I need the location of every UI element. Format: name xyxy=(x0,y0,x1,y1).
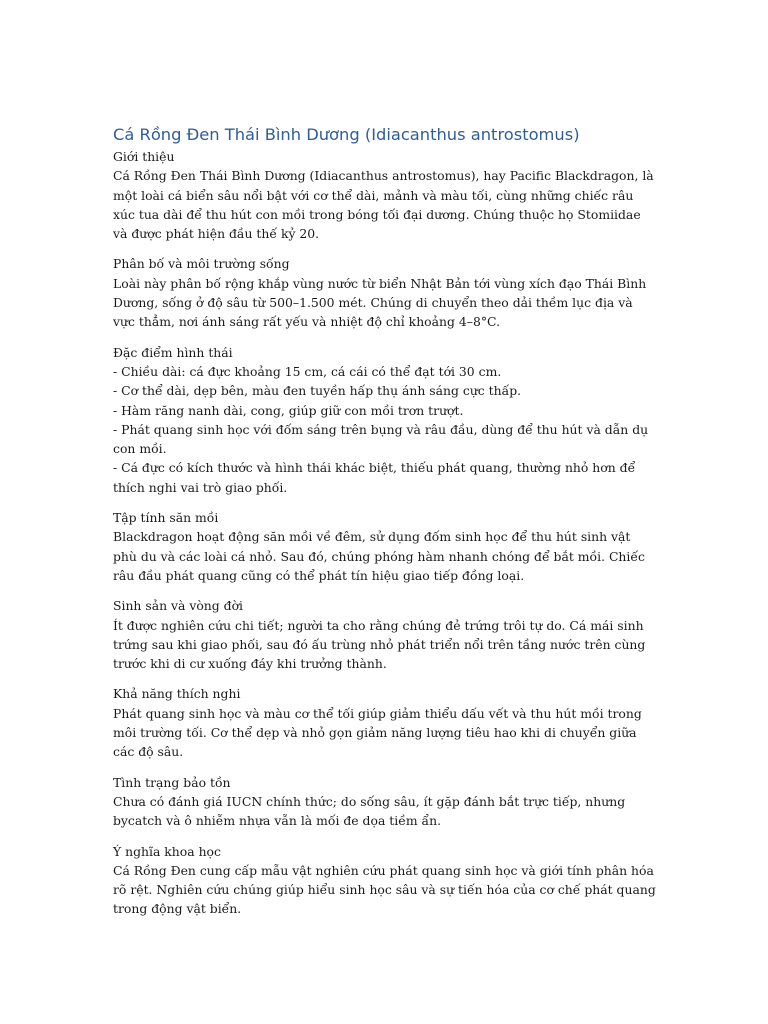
section-reproduction xyxy=(113,596,658,673)
list-item: - Cá đực có kích thước và hình thái khác biệt, thiếu phát quang, thường nhỏ hơn để thích nghi vai trò giao phối. xyxy=(113,460,636,495)
section-scientific-significance xyxy=(113,842,658,919)
list-item: - Phát quang sinh học với đốm sáng trên bụng và râu đầu, dùng để thu hút và dẫn dụ con mồi. xyxy=(113,421,649,457)
section-adaptation xyxy=(113,684,658,761)
section-heading: Đặc điểm hình thái xyxy=(113,344,233,360)
list-item: - Hàm răng nanh dài, cong, giúp giữ con mồi trơn trượt. xyxy=(113,402,464,418)
section-heading: Tập tính săn mồi xyxy=(113,510,219,526)
section-distribution xyxy=(113,254,658,331)
section-body: Phát quang sinh học và màu cơ thể tối giúp giảm thiểu dấu vết và thu hút mồi trong môi trường tối. Cơ thể dẹp và nhỏ gọn giảm năng lượng tiêu hao khi di chuyển giữa các độ sâu. xyxy=(113,705,642,760)
section-body: Chưa có đánh giá IUCN chính thức; do sống sâu, ít gặp đánh bắt trực tiếp, nhưng bycatch và ô nhiễm nhựa vẫn là mối đe dọa tiềm ẩn. xyxy=(113,793,626,829)
section-body: Cá Rồng Đen cung cấp mẫu vật nghiên cứu phát quang sinh học và giới tính phân hóa rõ rệt. Nghiên cứu chúng giúp hiểu sinh học sâu và sự tiến hóa của cơ chế phát quang trong động vật biển. xyxy=(113,862,656,917)
section-body: Cá Rồng Đen Thái Bình Dương (Idiacanthus antrostomus), hay Pacific Blackdragon, là một loài cá biển sâu nổi bật với cơ thể dài, mảnh và màu tối, cùng những chiếc râu xúc tua dài để thu hút con mồi trong bóng tối đại dương. Chúng thuộc họ Stomiidae và được phát hiện đầu thế kỷ 20. xyxy=(113,168,654,242)
list-item: - Cơ thể dài, dẹp bên, màu đen tuyền hấp thụ ánh sáng cực thấp. xyxy=(113,383,522,399)
section-heading: Giới thiệu xyxy=(113,149,175,164)
section-heading: Khả năng thích nghi xyxy=(113,686,241,702)
document-page xyxy=(113,124,658,930)
section-introduction xyxy=(113,147,658,243)
section-heading: Phân bố và môi trường sống xyxy=(113,256,290,272)
section-body: Blackdragon hoạt động săn mồi về đêm, sử dụng đốm sinh học để thu hút sinh vật phù du và các loài cá nhỏ. Sau đó, chúng phóng hàm nhanh chóng để bắt mồi. Chiếc râu đầu phát quang cũng có thể phát tín hiệu giao tiếp đồng loại. xyxy=(113,529,645,583)
section-heading: Tình trạng bảo tồn xyxy=(113,774,231,790)
section-conservation xyxy=(113,773,658,831)
section-body: Ít được nghiên cứu chi tiết; người ta cho rằng chúng đẻ trứng trôi tự do. Cá mái sinh trứng sau khi giao phối, sau đó ấu trùng nhỏ phát triển nổi trên tầng nước trên cùng trước khi di cư xuống đáy khi trưởng thành. xyxy=(113,617,646,672)
list-item: - Chiều dài: cá đực khoảng 15 cm, cá cái có thể đạt tới 30 cm. xyxy=(113,363,502,379)
morphology-list xyxy=(113,362,658,497)
section-heading: Ý nghĩa khoa học xyxy=(113,843,221,859)
section-heading: Sinh sản và vòng đời xyxy=(113,598,244,614)
section-morphology xyxy=(113,343,658,497)
document-title: Cá Rồng Đen Thái Bình Dương (Idiacanthus antrostomus) xyxy=(113,125,580,144)
section-body: Loài này phân bố rộng khắp vùng nước từ biển Nhật Bản tới vùng xích đạo Thái Bình Dương, sống ở độ sâu từ 500–1.500 mét. Chúng di chuyển theo dải thềm lục địa và vực thẳm, nơi ánh sáng rất yếu và nhiệt độ chỉ khoảng 4–8°C. xyxy=(113,275,647,330)
section-hunting xyxy=(113,508,658,585)
